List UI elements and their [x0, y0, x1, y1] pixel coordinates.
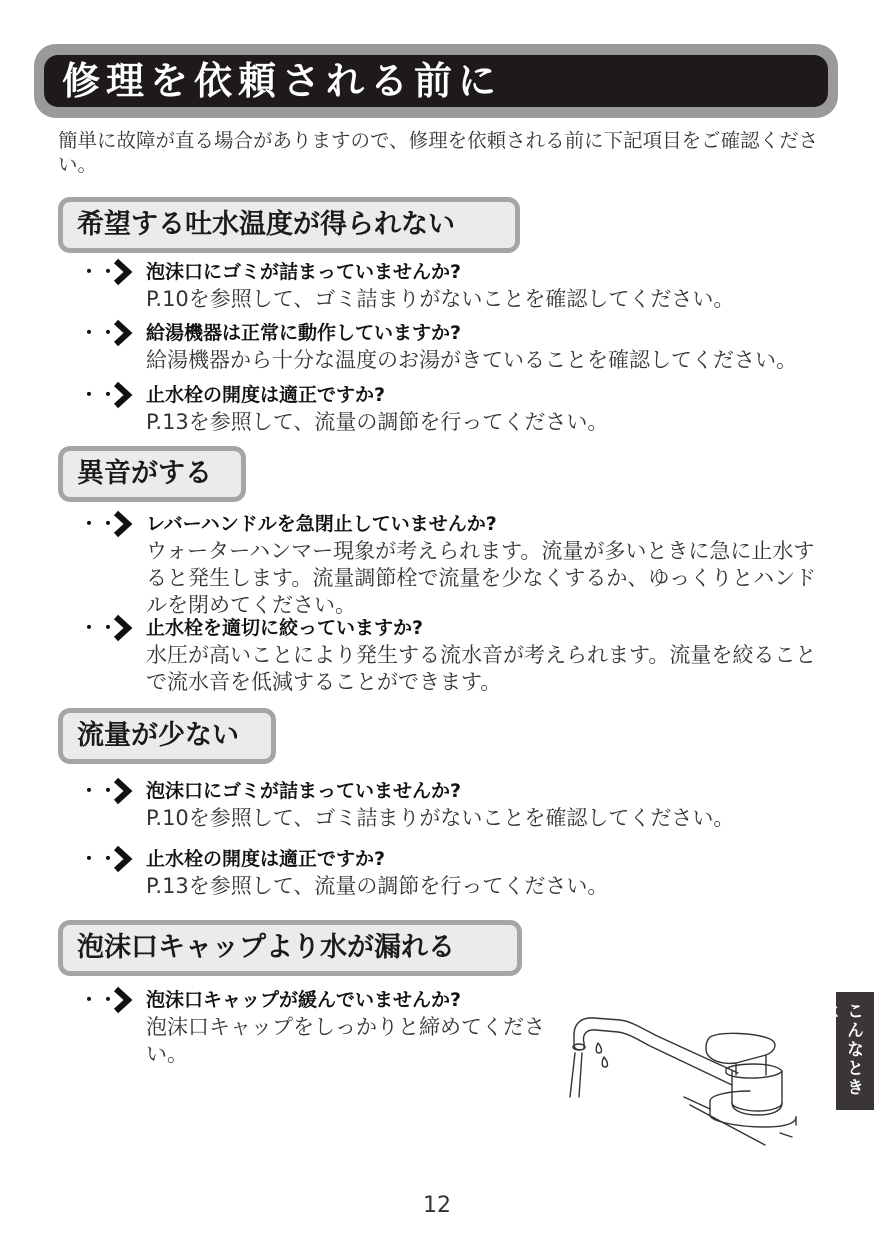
item-answer: ウォーターハンマー現象が考えられます。流量が多いときに急に止水すると発生します。流量調節栓で流量を少なくするか、ゆっくりとハンドルを閉めてください。 [146, 539, 817, 617]
item-question: 泡沫口にゴミが詰まっていませんか? [146, 261, 462, 283]
item-question: レバーハンドルを急閉止していませんか? [146, 513, 497, 535]
section-heading-label: 異音がする [77, 458, 212, 489]
section-heading-cap-leak [58, 920, 522, 976]
item-answer: P.13を参照して、流量の調節を行ってください。 [146, 874, 609, 898]
item-answer: 給湯機器から十分な温度のお湯がきていることを確認してください。 [146, 348, 797, 372]
item-question: 給湯機器は正常に動作していますか? [146, 322, 462, 344]
page-title: 修理を依頼される前に [62, 59, 503, 103]
section-heading-label: 希望する吐水温度が得られない [77, 209, 455, 240]
arrow-bullet-icon: ・・・ [80, 781, 137, 802]
item-answer: P.10を参照して、ゴミ詰まりがないことを確認してください。 [146, 806, 735, 830]
arrow-bullet-icon: ・・・ [80, 849, 137, 870]
arrow-bullet-icon: ・・・ [80, 618, 137, 639]
page-title-background [44, 55, 828, 107]
item-answer: 泡沫口キャップをしっかりと締めてください。 [146, 1015, 545, 1066]
item-question: 泡沫口にゴミが詰まっていませんか? [146, 780, 462, 802]
arrow-bullet-icon: ・・・ [80, 514, 137, 535]
page-number: 12 [423, 1193, 451, 1218]
intro-text: 簡単に故障が直る場合がありますので、修理を依頼される前に下記項目をご確認ください。 [58, 129, 819, 176]
faucet-illustration [560, 1005, 800, 1150]
item-question: 止水栓の開度は適正ですか? [146, 848, 386, 870]
section-heading-low-flow [58, 708, 276, 764]
side-tab-troubleshooting [818, 992, 874, 1110]
page-title-bar [34, 44, 838, 118]
arrow-bullet-icon: ・・・ [80, 262, 137, 283]
item-question: 泡沫口キャップが緩んでいませんか? [146, 989, 462, 1011]
arrow-bullet-icon: ・・・ [80, 990, 137, 1011]
section-heading-temperature [58, 197, 520, 253]
item-answer: 水圧が高いことにより発生する流水音が考えられます。流量を絞ることで流水音を低減することができます。 [146, 643, 817, 694]
section-heading-label: 流量が少ない [77, 720, 239, 751]
side-tab-label: こんなときは [818, 1002, 863, 1097]
item-answer: P.10を参照して、ゴミ詰まりがないことを確認してください。 [146, 287, 735, 311]
section-heading-noise [58, 446, 246, 502]
item-question: 止水栓の開度は適正ですか? [146, 384, 386, 406]
arrow-bullet-icon: ・・・ [80, 385, 137, 406]
arrow-bullet-icon: ・・・ [80, 323, 137, 344]
item-question: 止水栓を適切に絞っていますか? [146, 617, 424, 639]
section-heading-label: 泡沫口キャップより水が漏れる [77, 932, 455, 963]
item-answer: P.13を参照して、流量の調節を行ってください。 [146, 410, 609, 434]
